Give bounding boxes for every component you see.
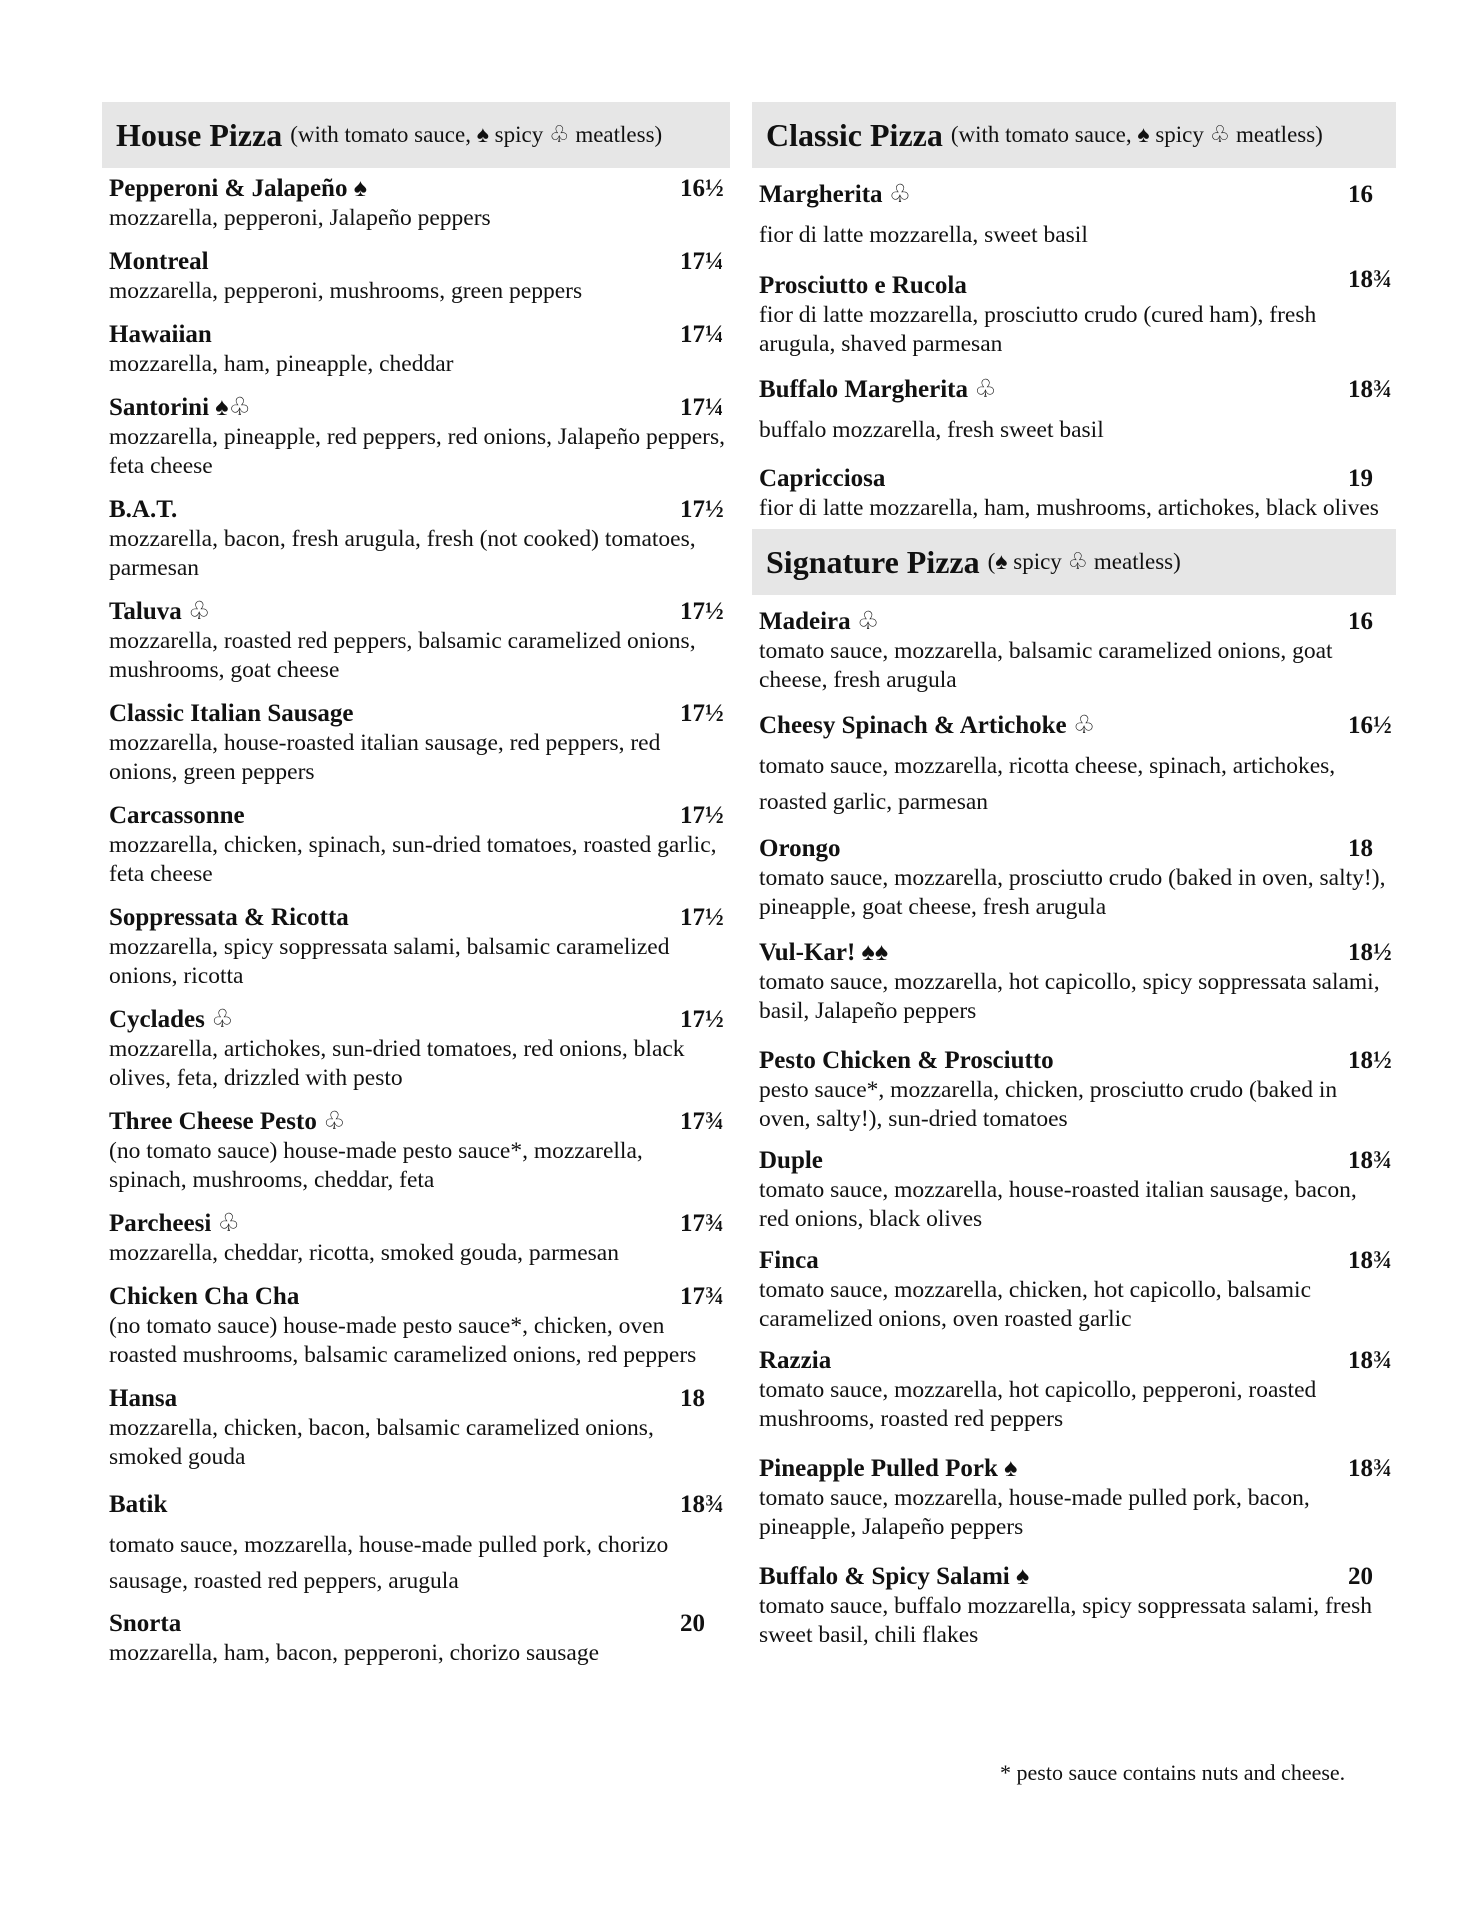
item-price: 17½	[680, 598, 724, 625]
item-name: Prosciutto e Rucola	[759, 272, 967, 299]
item-name: Capricciosa	[759, 465, 886, 492]
menu-item	[759, 711, 1391, 820]
item-description: mozzarella, pepperoni, mushrooms, green peppers	[109, 278, 583, 304]
item-description: tomato sauce, mozzarella, hot capicollo, pepperoni, roasted mushrooms, roasted red peppers	[759, 1377, 1317, 1432]
item-description: mozzarella, pepperoni, Jalapeño peppers	[109, 205, 491, 231]
item-description: (no tomato sauce) house-made pesto sauce*, mozzarella, spinach, mushrooms, cheddar, feta	[109, 1138, 643, 1193]
item-description: mozzarella, chicken, spinach, sun-dried tomatoes, roasted garlic, feta cheese	[109, 832, 717, 887]
menu-item	[109, 1209, 725, 1268]
menu-item	[109, 495, 725, 583]
item-name: Pepperoni & Jalapeño ♠	[109, 175, 367, 202]
item-price: 18¾	[1348, 376, 1392, 403]
item-name: Pesto Chicken & Prosciutto	[759, 1047, 1054, 1074]
item-price: 16½	[680, 175, 724, 202]
item-name: Cheesy Spinach & Artichoke ♧	[759, 712, 1096, 739]
item-description: fior di latte mozzarella, ham, mushrooms, artichokes, black olives	[759, 495, 1379, 521]
item-description: mozzarella, ham, bacon, pepperoni, chorizo sausage	[109, 1640, 600, 1666]
item-price: 18¾	[1348, 1247, 1392, 1274]
item-price: 18¾	[1348, 1455, 1392, 1482]
item-price: 16	[1348, 181, 1373, 208]
item-price: 18	[1348, 835, 1373, 862]
item-price: 17½	[680, 802, 724, 829]
item-price: 17¼	[680, 248, 724, 275]
item-name: Taluva ♧	[109, 598, 211, 625]
signature-pizza-list	[752, 607, 1396, 1650]
pesto-footnote: * pesto sauce contains nuts and cheese.	[1000, 1760, 1346, 1785]
item-description: fior di latte mozzarella, sweet basil	[759, 222, 1088, 248]
item-description: mozzarella, pineapple, red peppers, red onions, Jalapeño peppers, feta cheese	[109, 424, 725, 479]
item-name: Buffalo & Spicy Salami ♠	[759, 1563, 1030, 1590]
item-description: mozzarella, artichokes, sun-dried tomatoes, red onions, black olives, feta, drizzled with pesto	[109, 1036, 685, 1091]
menu-item	[109, 699, 725, 787]
item-price: 18½	[1348, 1047, 1392, 1074]
item-description: tomato sauce, mozzarella, prosciutto crudo (baked in oven, salty!), pineapple, goat cheese, fresh arugula	[759, 865, 1386, 920]
menu-item	[759, 938, 1391, 1026]
menu-item	[109, 1107, 725, 1195]
item-name: Razzia	[759, 1347, 832, 1374]
item-price: 17¼	[680, 321, 724, 348]
menu-item	[109, 320, 725, 379]
house-pizza-list	[102, 174, 730, 1668]
item-name: Classic Italian Sausage	[109, 700, 354, 727]
menu-item	[759, 834, 1391, 922]
item-price: 16	[1348, 608, 1373, 635]
item-name: Chicken Cha Cha	[109, 1283, 300, 1310]
menu-item	[109, 1384, 725, 1472]
item-name: Pineapple Pulled Pork ♠	[759, 1455, 1018, 1482]
item-price: 17¾	[680, 1283, 724, 1310]
item-name: Cyclades ♧	[109, 1006, 234, 1033]
item-name: Finca	[759, 1247, 819, 1274]
item-price: 17½	[680, 1006, 724, 1033]
item-name: Buffalo Margherita ♧	[759, 376, 997, 403]
menu-item	[109, 1282, 725, 1370]
item-description: fior di latte mozzarella, prosciutto crudo (cured ham), fresh arugula, shaved parmesan	[759, 302, 1317, 357]
item-name: Snorta	[109, 1610, 182, 1637]
item-price: 18¾	[1348, 1147, 1392, 1174]
section-title: Classic Pizza	[766, 116, 943, 153]
menu-item	[759, 180, 1391, 253]
item-price: 18¾	[1348, 266, 1392, 293]
menu-item	[109, 393, 725, 481]
menu-item	[109, 801, 725, 889]
item-name: Soppressata & Ricotta	[109, 904, 349, 931]
item-description: tomato sauce, mozzarella, house-roasted italian sausage, bacon, red onions, black olives	[759, 1177, 1357, 1232]
menu-item	[109, 1005, 725, 1093]
item-description: mozzarella, chicken, bacon, balsamic caramelized onions, smoked gouda	[109, 1415, 654, 1470]
section-title: Signature Pizza	[766, 543, 980, 580]
item-price: 17¾	[680, 1108, 724, 1135]
right-column	[752, 102, 1396, 1650]
item-description: (no tomato sauce) house-made pesto sauce*, chicken, oven roasted mushrooms, balsamic caramelized onions, red peppers	[109, 1313, 697, 1368]
item-name: Carcassonne	[109, 802, 245, 829]
menu-item	[109, 1609, 725, 1668]
item-description: mozzarella, roasted red peppers, balsamic caramelized onions, mushrooms, goat cheese	[109, 628, 696, 683]
item-description: tomato sauce, mozzarella, balsamic caramelized onions, goat cheese, fresh arugula	[759, 638, 1333, 693]
item-description: tomato sauce, mozzarella, chicken, hot capicollo, balsamic caramelized onions, oven roasted garlic	[759, 1277, 1312, 1332]
house-pizza-header	[102, 102, 730, 168]
item-name: Santorini ♠♧	[109, 394, 251, 421]
item-price: 18¾	[680, 1491, 724, 1518]
section-title: House Pizza	[116, 116, 283, 153]
menu-item	[759, 607, 1391, 695]
item-description: mozzarella, bacon, fresh arugula, fresh (not cooked) tomatoes, parmesan	[109, 526, 696, 581]
item-name: Orongo	[759, 835, 841, 862]
item-price: 20	[680, 1610, 705, 1637]
menu-item	[759, 1346, 1391, 1434]
menu-item	[759, 1562, 1391, 1650]
item-name: Parcheesi ♧	[109, 1210, 240, 1237]
item-description: pesto sauce*, mozzarella, chicken, prosciutto crudo (baked in oven, salty!), sun-dried tomatoes	[759, 1077, 1338, 1132]
item-name: B.A.T.	[109, 496, 178, 523]
item-description: mozzarella, spicy soppressata salami, balsamic caramelized onions, ricotta	[109, 934, 670, 989]
item-description: mozzarella, house-roasted italian sausage, red peppers, red onions, green peppers	[109, 730, 661, 785]
item-name: Hawaiian	[109, 321, 212, 348]
menu-item	[759, 1146, 1391, 1234]
item-price: 17½	[680, 700, 724, 727]
item-name: Hansa	[109, 1385, 178, 1412]
section-legend: (♠ spicy ♧ meatless)	[987, 549, 1181, 574]
item-price: 17½	[680, 496, 724, 523]
item-description: tomato sauce, mozzarella, ricotta cheese, spinach, artichokes, roasted garlic, parmesan	[759, 753, 1336, 815]
item-name: Batik	[109, 1491, 168, 1518]
menu-item	[109, 174, 725, 233]
item-price: 20	[1348, 1563, 1373, 1590]
menu-item	[109, 903, 725, 991]
item-description: buffalo mozzarella, fresh sweet basil	[759, 417, 1104, 443]
item-description: tomato sauce, mozzarella, house-made pulled pork, bacon, pineapple, Jalapeño peppers	[759, 1485, 1310, 1540]
item-description: mozzarella, cheddar, ricotta, smoked gouda, parmesan	[109, 1240, 619, 1266]
left-column	[102, 102, 730, 1668]
classic-pizza-header	[752, 102, 1396, 168]
menu-item	[759, 1246, 1391, 1334]
menu-item	[759, 1454, 1391, 1542]
item-price: 17¾	[680, 1210, 724, 1237]
item-name: Madeira ♧	[759, 608, 880, 635]
item-price: 17½	[680, 904, 724, 931]
menu-item	[109, 597, 725, 685]
item-price: 16½	[1348, 712, 1392, 739]
item-description: tomato sauce, mozzarella, house-made pulled pork, chorizo sausage, roasted red peppers, arugula	[109, 1532, 669, 1594]
item-description: tomato sauce, mozzarella, hot capicollo, spicy soppressata salami, basil, Jalapeño peppers	[759, 969, 1380, 1024]
menu-item	[759, 1046, 1391, 1134]
item-name: Three Cheese Pesto ♧	[109, 1108, 346, 1135]
item-name: Margherita ♧	[759, 181, 912, 208]
item-price: 17¼	[680, 394, 724, 421]
menu-item	[109, 1490, 725, 1599]
item-name: Vul-Kar! ♠♠	[759, 939, 889, 966]
menu-item	[759, 266, 1392, 359]
menu-item	[759, 375, 1391, 448]
item-price: 19	[1348, 465, 1373, 492]
item-price: 18¾	[1348, 1347, 1392, 1374]
item-price: 18½	[1348, 939, 1392, 966]
section-legend: (with tomato sauce, ♠ spicy ♧ meatless)	[950, 122, 1323, 147]
signature-pizza-header	[752, 529, 1396, 595]
item-description: tomato sauce, buffalo mozzarella, spicy soppressata salami, fresh sweet basil, chili flakes	[759, 1593, 1372, 1648]
item-name: Duple	[759, 1147, 823, 1174]
item-price: 18	[680, 1385, 705, 1412]
menu-item	[109, 247, 725, 306]
classic-pizza-list	[752, 180, 1396, 523]
menu-item	[759, 464, 1391, 523]
item-description: mozzarella, ham, pineapple, cheddar	[109, 351, 454, 377]
section-legend: (with tomato sauce, ♠ spicy ♧ meatless)	[290, 122, 663, 147]
item-name: Montreal	[109, 248, 209, 275]
